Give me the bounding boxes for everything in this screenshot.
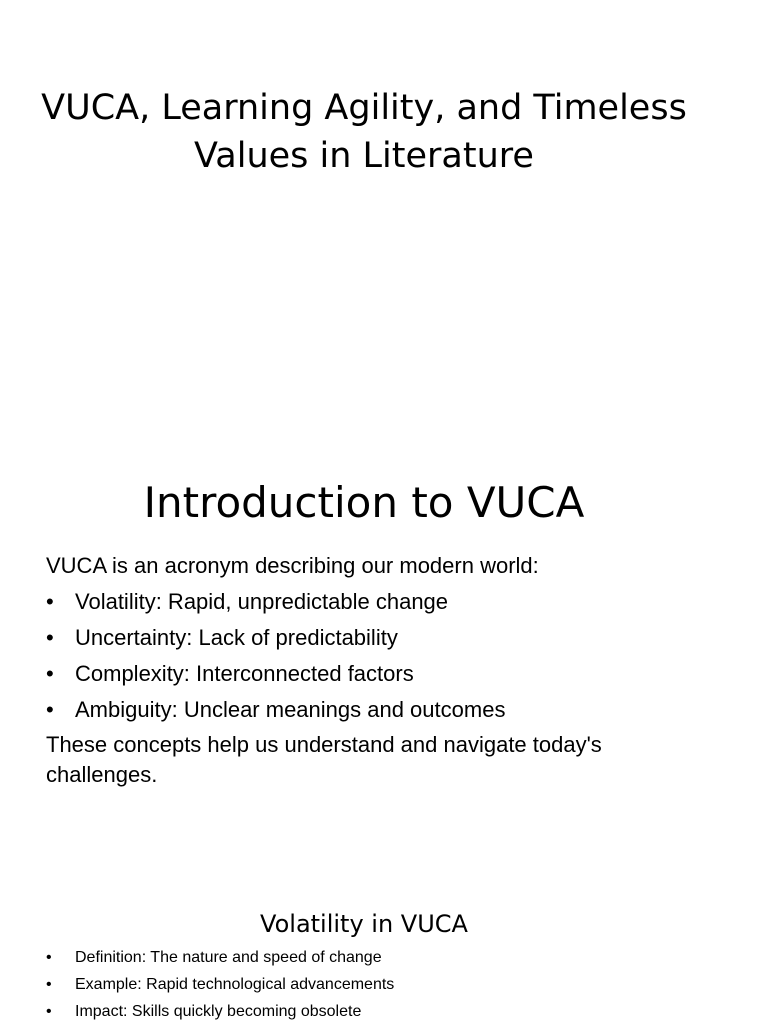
list-item [46,656,706,692]
list-item-text: Definition: The nature and speed of change [75,949,382,966]
bullet-icon: • [46,589,54,614]
list-item-text: Complexity: Interconnected factors [75,661,414,686]
slide-3-title: Volatility in VUCA [260,910,468,938]
list-item [46,944,706,971]
slide-2-bullet-list [46,584,706,728]
bullet-icon: • [46,976,52,993]
list-item-text: Uncertainty: Lack of predictability [75,625,398,650]
list-item-text: Ambiguity: Unclear meanings and outcomes [75,697,506,722]
list-item [46,620,706,656]
list-item-text: Volatility: Rapid, unpredictable change [75,589,449,614]
slide-2-intro-text: VUCA is an acronym describing our modern world: [46,553,539,578]
bullet-icon: • [46,661,54,686]
bullet-icon: • [46,1003,52,1020]
list-item [46,584,706,620]
list-item [46,692,706,728]
slide-1-title: VUCA, Learning Agility, and Timeless Values in Literature [41,88,687,176]
list-item [46,998,706,1025]
bullet-icon: • [46,697,54,722]
bullet-icon: • [46,625,54,650]
list-item [46,971,706,998]
list-item-text: Example: Rapid technological advancements [75,976,395,993]
bullet-icon: • [46,949,52,966]
list-item-text: Impact: Skills quickly becoming obsolete [75,1003,362,1020]
slide-2-title: Introduction to VUCA [143,478,585,527]
slide-3-bullet-list [46,944,706,1025]
slide-2-closing-text: These concepts help us understand and navigate today's challenges. [46,732,602,787]
